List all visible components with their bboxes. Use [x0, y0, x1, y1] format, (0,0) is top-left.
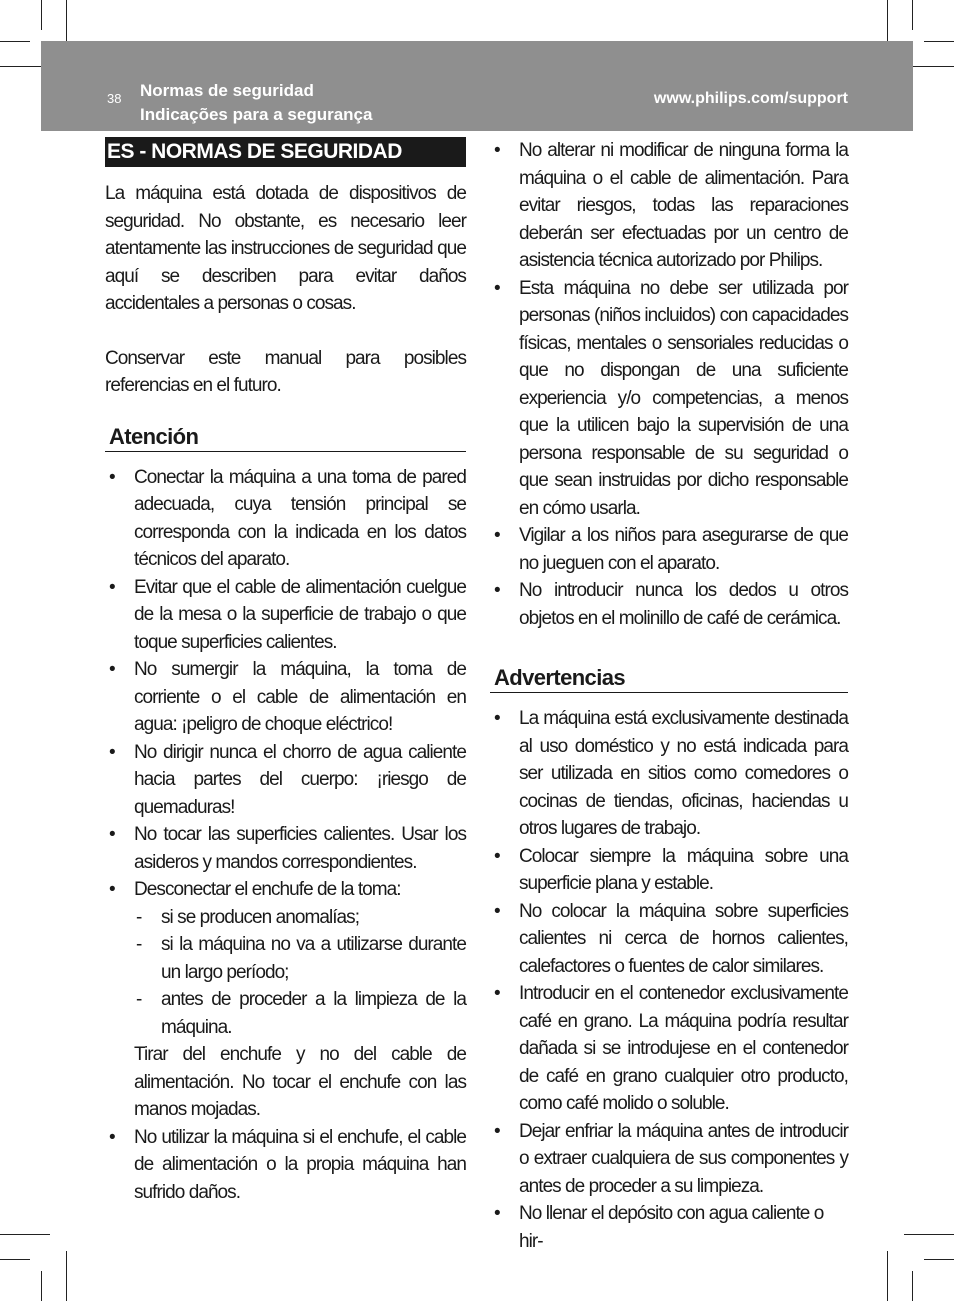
unplug-note: Tirar del enchufe y no del cable de alimentación. No tocar el enchufe con las manos mojadas. — [134, 1044, 466, 1120]
bullet: • — [109, 659, 115, 680]
bullet: • — [494, 140, 500, 161]
bullet: • — [494, 845, 500, 867]
sub-list-item — [105, 986, 466, 1041]
sub-list-item — [105, 904, 466, 932]
bullet: • — [494, 580, 500, 601]
crop-mark — [924, 41, 954, 42]
list-item — [105, 821, 466, 876]
list-item — [490, 1118, 848, 1201]
bullet: • — [494, 1120, 500, 1142]
crop-mark — [41, 0, 42, 30]
list-item — [105, 1124, 466, 1207]
list-item-text: La máquina está exclusivamente destinada al uso doméstico y no está indicada para ser utilizada en sitios como comedores o cocinas de tiendas, oficinas, haciendas u otros lugares de trabajo. — [519, 708, 848, 839]
sub-list-item — [105, 931, 466, 986]
bullet: • — [494, 1203, 500, 1224]
list-item — [105, 739, 466, 822]
header-title-pt: Indicações para a segurança — [140, 105, 373, 124]
bullet: • — [494, 708, 500, 729]
list-item-text: No tocar las superficies calientes. Usar los asideros y mandos correspondientes. — [134, 824, 466, 873]
bullet: • — [109, 466, 115, 488]
list-item — [105, 656, 466, 739]
crop-mark — [0, 1259, 30, 1260]
dash: - — [136, 906, 142, 928]
bullet: • — [109, 879, 115, 900]
list-item-text: Introducir en el contenedor exclusivamente café en grano. La máquina podría resultar dañada si se introdujese en el contenedor de café en grano cualquier otro producto, como café molido o soluble. — [519, 983, 848, 1114]
list-item — [490, 843, 848, 898]
list-item-text: Colocar siempre la máquina sobre una superficie plana y estable. — [519, 845, 848, 894]
crop-mark — [924, 1259, 954, 1260]
list-item — [105, 574, 466, 657]
list-item-text: Conectar la máquina a una toma de pared adecuada, cuya tensión principal se corresponda con la indicada en los datos técnicos del aparato. — [134, 466, 466, 570]
crop-mark — [912, 0, 913, 30]
warnings-heading: Advertencias — [490, 664, 848, 693]
list-item — [490, 137, 848, 275]
bullet: • — [494, 525, 500, 546]
list-item-text: Desconectar el enchufe de la toma: — [134, 879, 401, 900]
sub-list-item-text: si la máquina no va a utilizarse durante un largo período; — [161, 934, 466, 983]
list-item-text: No alterar ni modificar de ninguna forma la máquina o el cable de alimentación. Para evitar riesgos, todas las reparaciones deberán ser efectuadas por un centro de asistencia técnica autorizado por Philips. — [519, 140, 848, 271]
list-item — [490, 705, 848, 843]
section-title: ES - NORMAS DE SEGURIDAD — [105, 137, 466, 167]
crop-mark — [912, 1271, 913, 1301]
dash: - — [136, 989, 142, 1010]
sub-list-item-text: si se producen anomalías; — [161, 906, 360, 928]
crop-mark — [904, 1234, 954, 1235]
list-item-text: No sumergir la máquina, la toma de corriente o el cable de alimentación en agua: ¡peligro de choque eléctrico! — [134, 659, 466, 735]
keep-manual-paragraph: Conservar este manual para posibles referencias en el futuro. — [105, 347, 466, 396]
bullet: • — [494, 277, 500, 299]
page-number: 38 — [107, 91, 122, 106]
list-item — [105, 876, 466, 904]
list-item-text: No introducir nunca los dedos u otros objetos en el molinillo de café de cerámica. — [519, 580, 848, 629]
list-item-text: Dejar enfriar la máquina antes de introducir o extraer cualquiera de sus componentes y antes de proceder a su limpieza. — [519, 1120, 848, 1197]
list-item-text: Evitar que el cable de alimentación cuelgue de la mesa o la superficie de trabajo o que toque superficies calientes. — [134, 576, 466, 653]
list-item-text: No dirigir nunca el chorro de agua caliente hacia partes del cuerpo: ¡riesgo de quemaduras! — [134, 741, 466, 818]
list-item — [490, 522, 848, 577]
list-item-text: Esta máquina no debe ser utilizada por personas (niños incluidos) con capacidades físicas, mentales o sensoriales reducidas o que no dispongan de una suficiente experiencia y/o competencias, a menos que la utilicen bajo la supervisión de una persona responsable de su seguridad o que sean instruidas por dicho responsable en cómo usarla. — [519, 277, 848, 519]
crop-mark — [0, 1234, 50, 1235]
list-item — [490, 275, 848, 523]
support-url[interactable]: www.philips.com/support — [653, 90, 848, 107]
dash: - — [136, 934, 142, 955]
crop-mark — [66, 1251, 67, 1301]
bullet: • — [109, 741, 115, 763]
safety-list-continued — [490, 137, 848, 632]
crop-mark — [0, 41, 30, 42]
list-item-text: No llenar el depósito con agua caliente o hir- — [519, 1203, 824, 1252]
right-column — [490, 137, 848, 1255]
list-item-text: No utilizar la máquina si el enchufe, el cable de alimentación o la propia máquina han sufrido daños. — [134, 1126, 466, 1203]
intro-paragraph: La máquina está dotada de dispositivos de seguridad. No obstante, es necesario leer atentamente las instrucciones de seguridad que aquí se describen para evitar daños accidentales a personas o cosas. — [105, 183, 466, 314]
list-item-text: No colocar la máquina sobre superficies calientes ni cerca de hornos calientes, calefactores o fuentes de calor similares. — [519, 900, 848, 977]
left-column — [105, 137, 466, 1206]
attention-heading: Atención — [105, 423, 466, 452]
crop-mark — [887, 1251, 888, 1301]
header-titles — [140, 79, 372, 127]
list-item — [105, 464, 466, 574]
attention-list — [105, 464, 466, 1207]
list-item — [490, 898, 848, 981]
bullet: • — [494, 983, 500, 1004]
crop-mark — [41, 1271, 42, 1301]
sub-list-item-text: antes de proceder a la limpieza de la máquina. — [161, 989, 466, 1038]
bullet: • — [109, 824, 115, 845]
list-item-text: Vigilar a los niños para asegurarse de que no jueguen con el aparato. — [519, 525, 848, 574]
header-title-es: Normas de seguridad — [140, 81, 314, 100]
bullet: • — [494, 900, 500, 922]
warnings-list — [490, 705, 848, 1255]
list-item — [490, 980, 848, 1118]
page-header — [41, 41, 913, 131]
bullet: • — [109, 576, 115, 598]
bullet: • — [109, 1126, 115, 1148]
list-item — [490, 1200, 848, 1255]
list-item — [490, 577, 848, 632]
